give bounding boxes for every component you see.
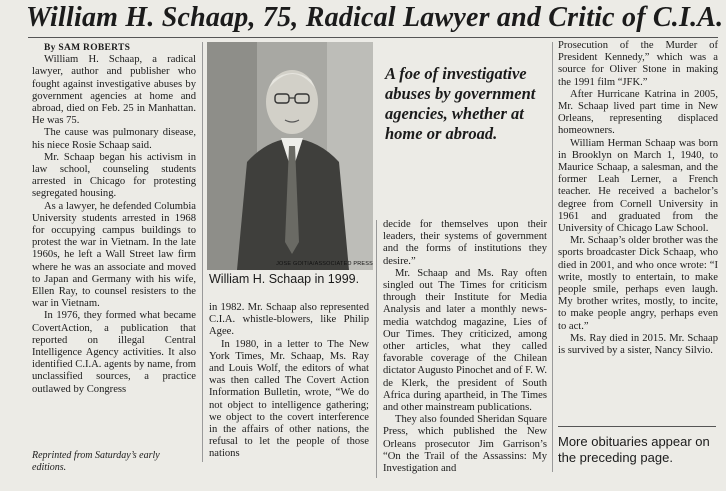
paragraph: The cause was pulmonary disease, his niece Rosie Schaap said. [32, 127, 196, 151]
headline: William H. Schaap, 75, Radical Lawyer and Critic of C.I.A. [26, 2, 724, 33]
paragraph: Mr. Schaap began his activism in law school, counseling students arrested in Chicago for protesting segregated housing. [32, 151, 196, 200]
paragraph: Mr. Schaap’s older brother was the sports broadcaster Dick Schaap, who died in 2001, and who once wrote: “I write, mostly to entertain, to make people smile, perhaps even laugh. My brother writes, mostly, to incite, to make people angry, perhaps even to act.” [558, 235, 718, 332]
column-divider [552, 42, 553, 472]
photo-credit: JOSE GOITIA/ASSOCIATED PRESS [276, 261, 373, 267]
paragraph: in 1982. Mr. Schaap also represented C.I.A. whistle-blowers, like Philip Agee. [209, 302, 369, 338]
paragraph: Prosecution of the Murder of President Kennedy,” which was a source for Oliver Stone in making the 1991 film “JFK.” [558, 40, 718, 88]
reprint-note: Reprinted from Saturday’s early editions. [32, 450, 160, 473]
paragraph: As a lawyer, he defended Columbia University students arrested in 1968 for occupying campus buildings to protest the war in Vietnam. In the late 1960s, he left a Wall Street law firm where he was an associate and moved to Japan and Germany with his wife, Ellen Ray, to counsel resisters to the war in Vietnam. [32, 200, 196, 310]
paragraph: decide for themselves upon their leaders, their systems of government and the forms of institutions they desire.” [383, 219, 547, 267]
column-divider [376, 220, 377, 478]
photo-caption: William H. Schaap in 1999. [209, 272, 360, 286]
obituary-note-rule [558, 426, 716, 427]
portrait-illustration [207, 42, 373, 270]
article-column-4 [558, 40, 718, 357]
paragraph: Ms. Ray died in 2015. Mr. Schaap is survived by a sister, Nancy Silvio. [558, 332, 718, 357]
pull-quote: A foe of investigative abuses by government agencies, whether at home or abroad. [385, 64, 536, 143]
paragraph: William H. Schaap, a radical lawyer, author and publisher who fought against investigative abuses by government agencies at home and abroad, died on Feb. 25 in Manhattan. He was 75. [32, 54, 196, 127]
paragraph: In 1980, in a letter to The New York Times, Mr. Schaap, Ms. Ray and Louis Wolf, the editors of what was then called The Covert Action Information Bulletin, wrote, “We do not object to intelligence gathering; we object to the covert interference in the affairs of other nations, the refusal to let the people of those nations [209, 338, 369, 460]
paragraph: Mr. Schaap and Ms. Ray often singled out The Times for criticism through their Institute for Media Analysis and later a monthly news-media watchdog magazine, Lies of Our Times. They criticized, among other articles, what they called favorable coverage of the Chilean dictator Augusto Pinochet and of F. W. de Klerk, the president of South Africa during apartheid, in The Times and other mainstream publications. [383, 267, 547, 414]
paragraph: They also founded Sheridan Square Press, which published the New Orleans prosecutor Jim Garrison’s “On the Trail of the Assassins: My Investigation and [383, 414, 547, 475]
paragraph: In 1976, they formed what became CovertAction, a publication that reported on illegal Central Intelligence Agency activities. It also identified C.I.A. agents by name, from unclassified sources, a practice outlawed by Congress [32, 310, 196, 395]
article-column-1 [32, 42, 196, 396]
paragraph: William Herman Schaap was born in Brooklyn on March 1, 1940, to Maurice Schaap, a salesman, and the former Leah Lerner, a French teacher. He received a bachelor’s degree from Cornell University in 1961 and graduated from the University of Chicago Law School. [558, 137, 718, 235]
more-obituaries-note: More obituaries appear on the preceding page. [558, 434, 710, 465]
paragraph: After Hurricane Katrina in 2005, Mr. Schaap lived part time in New Orleans, representing displaced homeowners. [558, 88, 718, 137]
column-divider [202, 42, 203, 462]
byline: By SAM ROBERTS [44, 43, 131, 53]
headline-rule [28, 37, 718, 38]
portrait-photo [207, 42, 373, 270]
article-column-3 [383, 219, 547, 475]
article-column-2 [209, 302, 369, 461]
